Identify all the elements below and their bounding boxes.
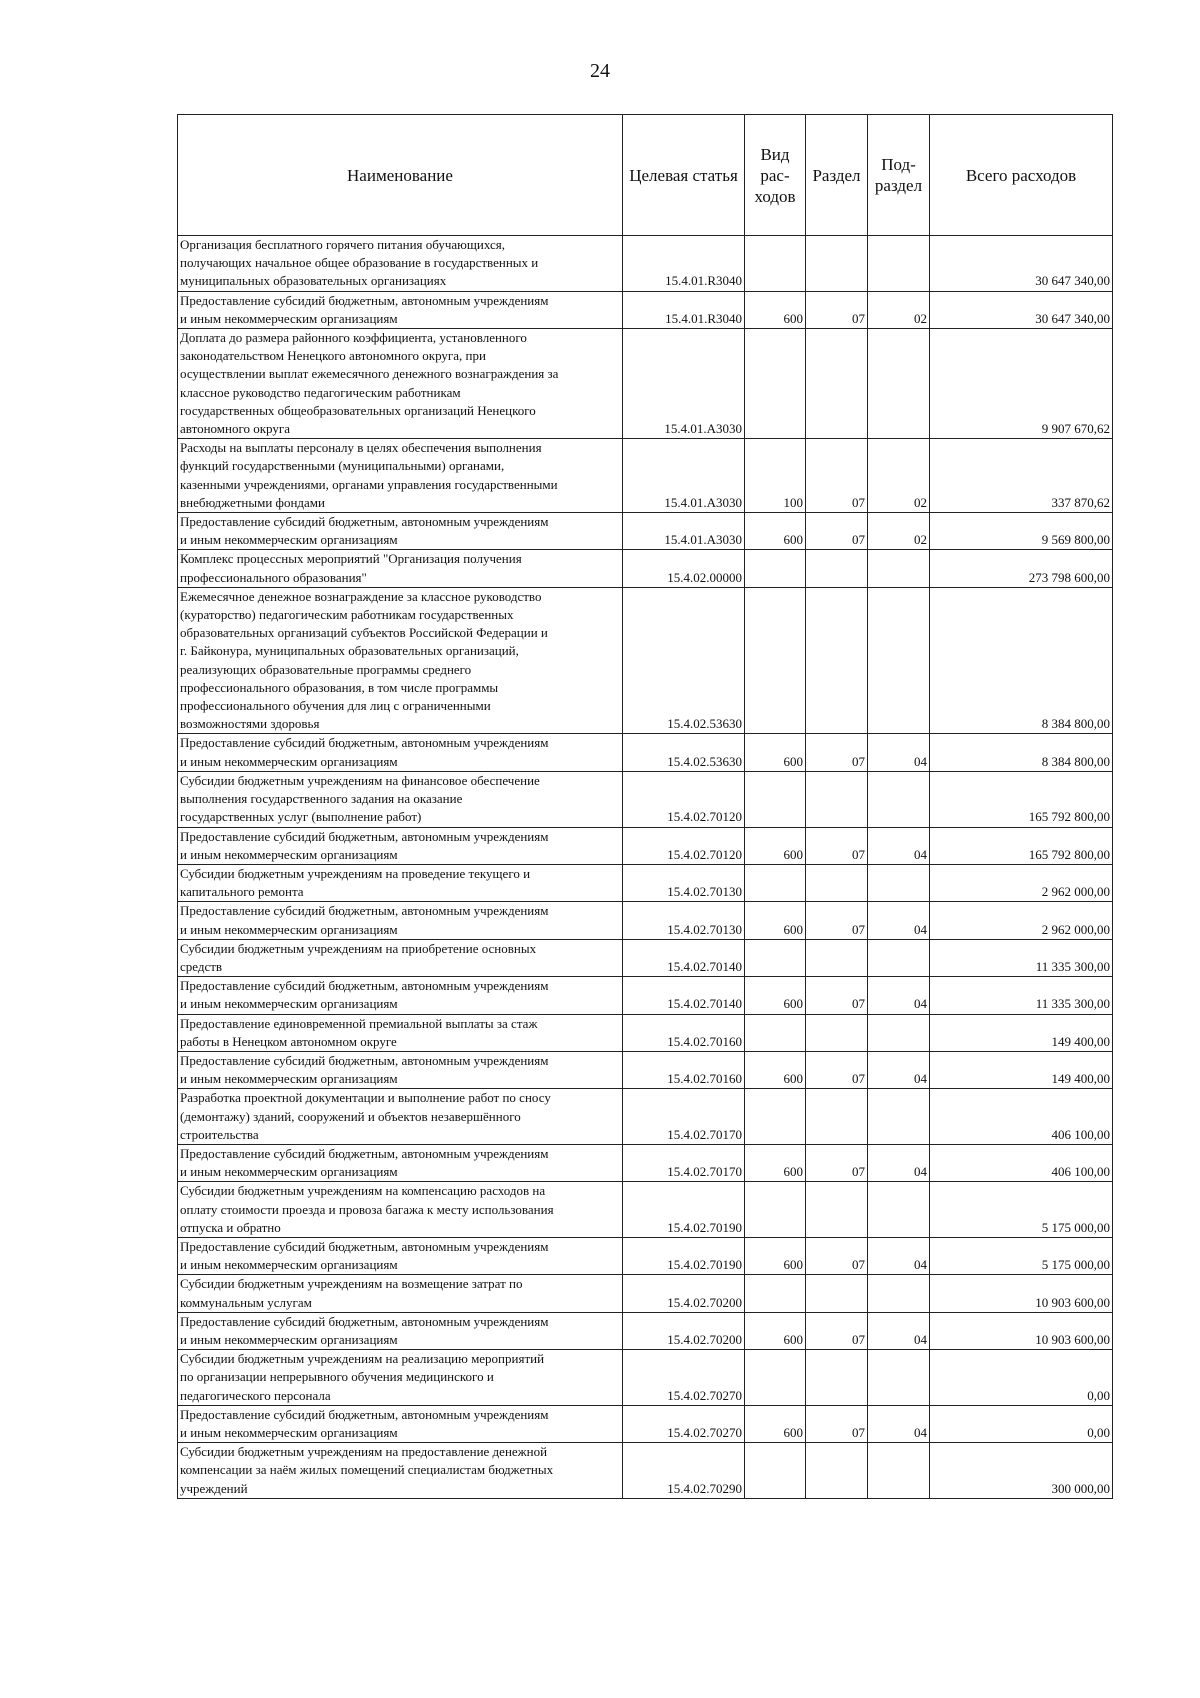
cell-vid <box>745 1350 806 1406</box>
cell-total: 300 000,00 <box>930 1443 1113 1499</box>
cell-name-line: Предоставление субсидий бюджетным, автономным учреждениям <box>180 1406 549 1422</box>
cell-target: 15.4.01.А3030 <box>623 513 745 550</box>
cell-name <box>178 1405 623 1442</box>
cell-target: 15.4.02.70200 <box>623 1312 745 1349</box>
cell-name-line: и иным некоммерческим организациям <box>180 1425 398 1440</box>
table-row <box>178 1312 1113 1349</box>
cell-vid <box>745 1443 806 1499</box>
cell-name-line: Предоставление субсидий бюджетным, автономным учреждениям <box>180 735 549 751</box>
cell-name-line: г. Байконура, муниципальных образовательных организаций, <box>180 643 519 659</box>
cell-name <box>178 1182 623 1238</box>
table-row <box>178 1014 1113 1051</box>
header-podrazdel-line: Под- <box>881 155 916 174</box>
table-header-row <box>178 115 1113 236</box>
cell-total: 2 962 000,00 <box>930 864 1113 901</box>
cell-vid: 600 <box>745 977 806 1014</box>
cell-name <box>178 439 623 513</box>
cell-name-line: Субсидии бюджетным учреждениям на предоставление денежной <box>180 1444 548 1460</box>
cell-name-line: и иным некоммерческим организациям <box>180 753 398 769</box>
cell-name-line: Субсидии бюджетным учреждениям на проведение текущего и <box>180 865 531 881</box>
table-row <box>178 1144 1113 1181</box>
cell-podrazdel: 04 <box>868 827 930 864</box>
cell-razdel: 07 <box>806 1405 868 1442</box>
cell-name-line: Разработка проектной документации и выполнение работ по сносу <box>180 1090 551 1106</box>
cell-name-line: Предоставление субсидий бюджетным, автономным учреждениям <box>180 292 549 308</box>
cell-name-line: профессионального обучения для лиц с ограниченными <box>180 698 491 714</box>
cell-podrazdel: 04 <box>868 734 930 771</box>
cell-target: 15.4.02.53630 <box>623 734 745 771</box>
cell-name-line: отпуска и обратно <box>180 1219 281 1235</box>
cell-name-line: и иным некоммерческим организациям <box>180 846 398 862</box>
cell-total: 273 798 600,00 <box>930 550 1113 587</box>
cell-podrazdel: 04 <box>868 1144 930 1181</box>
cell-target: 15.4.01.R3040 <box>623 291 745 328</box>
cell-podrazdel <box>868 864 930 901</box>
header-razdel: Раздел <box>806 115 868 236</box>
cell-razdel <box>806 939 868 976</box>
header-vid <box>745 115 806 236</box>
table-row <box>178 1051 1113 1088</box>
header-vid-line: Вид <box>760 144 790 164</box>
cell-total: 11 335 300,00 <box>930 939 1113 976</box>
cell-razdel <box>806 1350 868 1406</box>
table-row <box>178 1237 1113 1274</box>
cell-total: 406 100,00 <box>930 1089 1113 1145</box>
cell-name <box>178 1089 623 1145</box>
cell-name-line: строительства <box>180 1126 259 1142</box>
cell-name-line: классное руководство педагогическим работникам <box>180 384 461 400</box>
cell-name-line: Предоставление субсидий бюджетным, автономным учреждениям <box>180 514 549 530</box>
cell-name-line: выполнения государственного задания на оказание <box>180 791 463 807</box>
cell-vid <box>745 236 806 292</box>
cell-vid <box>745 771 806 827</box>
cell-name-line: (кураторство) педагогическим работникам государственных <box>180 607 514 623</box>
cell-razdel <box>806 1014 868 1051</box>
cell-name <box>178 1275 623 1312</box>
table-row <box>178 550 1113 587</box>
cell-name-line: по организации непрерывного обучения медицинского и <box>180 1369 494 1385</box>
cell-vid <box>745 550 806 587</box>
cell-vid: 100 <box>745 439 806 513</box>
cell-vid: 600 <box>745 513 806 550</box>
cell-target: 15.4.02.00000 <box>623 550 745 587</box>
cell-total: 337 870,62 <box>930 439 1113 513</box>
cell-name-line: Предоставление единовременной премиальной выплаты за стаж <box>180 1015 538 1031</box>
cell-target: 15.4.02.70140 <box>623 939 745 976</box>
cell-name <box>178 291 623 328</box>
cell-target: 15.4.02.70190 <box>623 1182 745 1238</box>
header-target: Целевая статья <box>623 115 745 236</box>
cell-name-line: Предоставление субсидий бюджетным, автономным учреждениям <box>180 903 549 919</box>
cell-total: 10 903 600,00 <box>930 1312 1113 1349</box>
cell-name-line: Доплата до размера районного коэффициента, установленного <box>180 330 527 346</box>
cell-podrazdel: 02 <box>868 291 930 328</box>
cell-podrazdel <box>868 1443 930 1499</box>
cell-name <box>178 977 623 1014</box>
cell-target: 15.4.02.53630 <box>623 587 745 734</box>
cell-name-line: получающих начальное общее образование в государственных и <box>180 255 539 271</box>
cell-razdel <box>806 329 868 439</box>
cell-target: 15.4.02.70170 <box>623 1089 745 1145</box>
cell-name-line: компенсации за наём жилых помещений специалистам бюджетных <box>180 1462 554 1478</box>
cell-target: 15.4.02.70160 <box>623 1014 745 1051</box>
header-podrazdel-line: раздел <box>874 176 923 195</box>
budget-table <box>177 114 1113 1499</box>
cell-name <box>178 902 623 939</box>
cell-total: 8 384 800,00 <box>930 587 1113 734</box>
cell-total: 9 907 670,62 <box>930 329 1113 439</box>
cell-name-line: автономного округа <box>180 421 290 437</box>
cell-name-line: функций государственными (муниципальными) органами, <box>180 458 505 474</box>
cell-podrazdel: 04 <box>868 902 930 939</box>
table-row <box>178 1405 1113 1442</box>
cell-name-line: и иным некоммерческим организациям <box>180 310 398 326</box>
cell-name-line: муниципальных образовательных организациях <box>180 273 447 289</box>
cell-name-line: коммунальным услугам <box>180 1294 312 1310</box>
cell-name <box>178 1051 623 1088</box>
header-name: Наименование <box>178 115 623 236</box>
table-row <box>178 734 1113 771</box>
cell-target: 15.4.02.70290 <box>623 1443 745 1499</box>
cell-name-line: государственных общеобразовательных организаций Ненецкого <box>180 402 536 418</box>
cell-total: 406 100,00 <box>930 1144 1113 1181</box>
cell-target: 15.4.02.70130 <box>623 864 745 901</box>
cell-name-line: Расходы на выплаты персоналу в целях обеспечения выполнения <box>180 440 542 456</box>
table-row <box>178 1089 1113 1145</box>
cell-razdel <box>806 1182 868 1238</box>
cell-name-line: и иным некоммерческим организациям <box>180 1331 398 1347</box>
cell-vid <box>745 329 806 439</box>
cell-name-line: Предоставление субсидий бюджетным, автономным учреждениям <box>180 1052 549 1068</box>
cell-razdel: 07 <box>806 1237 868 1274</box>
cell-name-line: внебюджетными фондами <box>180 494 325 510</box>
cell-name-line: Организация бесплатного горячего питания обучающихся, <box>180 237 505 252</box>
table-row <box>178 977 1113 1014</box>
cell-name-line: законодательством Ненецкого автономного округа, при <box>180 348 486 364</box>
table-row <box>178 439 1113 513</box>
cell-vid <box>745 1182 806 1238</box>
cell-name <box>178 587 623 734</box>
cell-total: 8 384 800,00 <box>930 734 1113 771</box>
cell-podrazdel: 02 <box>868 513 930 550</box>
table-row <box>178 236 1113 292</box>
cell-vid: 600 <box>745 291 806 328</box>
cell-name <box>178 550 623 587</box>
cell-podrazdel: 04 <box>868 1312 930 1349</box>
cell-razdel: 07 <box>806 291 868 328</box>
table-row <box>178 329 1113 439</box>
cell-razdel: 07 <box>806 513 868 550</box>
cell-podrazdel: 04 <box>868 977 930 1014</box>
cell-vid: 600 <box>745 1237 806 1274</box>
cell-name-line: Предоставление субсидий бюджетным, автономным учреждениям <box>180 1313 549 1329</box>
cell-target: 15.4.02.70170 <box>623 1144 745 1181</box>
cell-name-line: казенными учреждениями, органами управления государственными <box>180 476 558 492</box>
cell-podrazdel <box>868 939 930 976</box>
cell-name-line: Предоставление субсидий бюджетным, автономным учреждениям <box>180 828 549 844</box>
cell-target: 15.4.02.70120 <box>623 771 745 827</box>
cell-razdel: 07 <box>806 1051 868 1088</box>
cell-name-line: Субсидии бюджетным учреждениям на компенсацию расходов на <box>180 1183 546 1199</box>
cell-podrazdel: 04 <box>868 1405 930 1442</box>
cell-target: 15.4.02.70190 <box>623 1237 745 1274</box>
cell-name-line: государственных услуг (выполнение работ) <box>180 809 422 825</box>
table-row <box>178 939 1113 976</box>
table-row <box>178 1182 1113 1238</box>
cell-name-line: капитального ремонта <box>180 884 304 900</box>
cell-podrazdel <box>868 1089 930 1145</box>
cell-podrazdel <box>868 1014 930 1051</box>
cell-total: 10 903 600,00 <box>930 1275 1113 1312</box>
cell-total: 5 175 000,00 <box>930 1237 1113 1274</box>
cell-name-line: работы в Ненецком автономном округе <box>180 1033 397 1049</box>
cell-name <box>178 236 623 292</box>
cell-vid: 600 <box>745 734 806 771</box>
table-row <box>178 1275 1113 1312</box>
cell-podrazdel: 04 <box>868 1051 930 1088</box>
cell-total: 0,00 <box>930 1350 1113 1406</box>
header-total: Всего расходов <box>930 115 1113 236</box>
cell-razdel <box>806 1089 868 1145</box>
cell-podrazdel <box>868 1275 930 1312</box>
cell-name <box>178 1443 623 1499</box>
cell-razdel <box>806 864 868 901</box>
cell-name-line: (демонтажу) зданий, сооружений и объектов незавершённого <box>180 1108 521 1124</box>
cell-name-line: и иным некоммерческим организациям <box>180 1257 398 1273</box>
cell-name <box>178 939 623 976</box>
cell-razdel <box>806 587 868 734</box>
cell-podrazdel <box>868 550 930 587</box>
cell-name <box>178 734 623 771</box>
cell-name-line: и иным некоммерческим организациям <box>180 996 398 1012</box>
cell-name <box>178 1350 623 1406</box>
cell-total: 149 400,00 <box>930 1014 1113 1051</box>
cell-vid <box>745 587 806 734</box>
cell-vid <box>745 939 806 976</box>
cell-razdel: 07 <box>806 734 868 771</box>
cell-podrazdel <box>868 1350 930 1406</box>
cell-razdel <box>806 1275 868 1312</box>
cell-target: 15.4.01.R3040 <box>623 236 745 292</box>
table-row <box>178 827 1113 864</box>
cell-name-line: Предоставление субсидий бюджетным, автономным учреждениям <box>180 1238 549 1254</box>
cell-total: 11 335 300,00 <box>930 977 1113 1014</box>
cell-name-line: реализующих образовательные программы среднего <box>180 661 472 677</box>
cell-name-line: педагогического персонала <box>180 1387 331 1403</box>
cell-name <box>178 771 623 827</box>
cell-name-line: средств <box>180 958 223 974</box>
cell-name-line: учреждений <box>180 1480 248 1496</box>
cell-name-line: оплату стоимости проезда и провоза багажа к месту использования <box>180 1201 554 1217</box>
cell-vid <box>745 1275 806 1312</box>
cell-podrazdel <box>868 1182 930 1238</box>
cell-name-line: и иным некоммерческим организациям <box>180 1164 398 1180</box>
cell-target: 15.4.02.70120 <box>623 827 745 864</box>
header-vid-line: ходов <box>754 186 796 206</box>
cell-vid <box>745 864 806 901</box>
cell-name-line: и иным некоммерческим организациям <box>180 1071 398 1087</box>
cell-vid: 600 <box>745 1312 806 1349</box>
cell-total: 30 647 340,00 <box>930 236 1113 292</box>
table-row <box>178 1443 1113 1499</box>
cell-target: 15.4.02.70140 <box>623 977 745 1014</box>
cell-podrazdel: 04 <box>868 1237 930 1274</box>
cell-razdel: 07 <box>806 1144 868 1181</box>
table-row <box>178 587 1113 734</box>
cell-vid: 600 <box>745 1051 806 1088</box>
cell-name-line: образовательных организаций субъектов Российской Федерации и <box>180 625 548 641</box>
cell-name-line: Комплекс процессных мероприятий "Организация получения <box>180 551 522 567</box>
cell-total: 2 962 000,00 <box>930 902 1113 939</box>
cell-target: 15.4.01.А3030 <box>623 329 745 439</box>
cell-total: 5 175 000,00 <box>930 1182 1113 1238</box>
cell-razdel <box>806 550 868 587</box>
table-row <box>178 513 1113 550</box>
cell-name <box>178 1144 623 1181</box>
cell-razdel <box>806 236 868 292</box>
table-body <box>178 236 1113 1499</box>
cell-razdel <box>806 1443 868 1499</box>
cell-razdel: 07 <box>806 1312 868 1349</box>
cell-total: 0,00 <box>930 1405 1113 1442</box>
cell-name-line: осуществлении выплат ежемесячного денежного вознаграждения за <box>180 366 559 382</box>
cell-name-line: и иным некоммерческим организациям <box>180 921 398 937</box>
cell-vid <box>745 1089 806 1145</box>
cell-vid: 600 <box>745 902 806 939</box>
cell-name-line: возможностями здоровья <box>180 716 320 732</box>
header-vid-line: рас- <box>760 165 790 185</box>
cell-name <box>178 864 623 901</box>
cell-name <box>178 1014 623 1051</box>
cell-name <box>178 1312 623 1349</box>
cell-name-line: профессионального образования, в том числе программы <box>180 679 499 695</box>
cell-vid: 600 <box>745 1144 806 1181</box>
cell-podrazdel: 02 <box>868 439 930 513</box>
cell-razdel: 07 <box>806 902 868 939</box>
cell-name <box>178 1237 623 1274</box>
cell-name-line: Субсидии бюджетным учреждениям на возмещение затрат по <box>180 1276 523 1292</box>
cell-target: 15.4.01.А3030 <box>623 439 745 513</box>
cell-vid <box>745 1014 806 1051</box>
cell-name-line: Субсидии бюджетным учреждениям на реализацию мероприятий <box>180 1351 545 1367</box>
cell-name-line: Ежемесячное денежное вознаграждение за классное руководство <box>180 588 542 604</box>
cell-total: 30 647 340,00 <box>930 291 1113 328</box>
page-number: 24 <box>590 60 610 82</box>
cell-podrazdel <box>868 236 930 292</box>
cell-podrazdel <box>868 329 930 439</box>
cell-total: 149 400,00 <box>930 1051 1113 1088</box>
table-row <box>178 771 1113 827</box>
cell-name-line: и иным некоммерческим организациям <box>180 532 398 548</box>
cell-vid: 600 <box>745 827 806 864</box>
cell-name-line: профессионального образования" <box>180 569 367 585</box>
table-row <box>178 902 1113 939</box>
cell-razdel: 07 <box>806 827 868 864</box>
cell-target: 15.4.02.70270 <box>623 1405 745 1442</box>
cell-total: 165 792 800,00 <box>930 827 1113 864</box>
cell-name-line: Субсидии бюджетным учреждениям на приобретение основных <box>180 940 537 956</box>
cell-name <box>178 827 623 864</box>
cell-razdel: 07 <box>806 977 868 1014</box>
table-row <box>178 864 1113 901</box>
cell-total: 165 792 800,00 <box>930 771 1113 827</box>
header-podrazdel <box>868 115 930 236</box>
cell-name <box>178 329 623 439</box>
cell-name-line: Предоставление субсидий бюджетным, автономным учреждениям <box>180 1145 549 1161</box>
table-row <box>178 291 1113 328</box>
cell-target: 15.4.02.70200 <box>623 1275 745 1312</box>
cell-podrazdel <box>868 771 930 827</box>
cell-target: 15.4.02.70130 <box>623 902 745 939</box>
cell-name <box>178 513 623 550</box>
cell-razdel: 07 <box>806 439 868 513</box>
cell-total: 9 569 800,00 <box>930 513 1113 550</box>
table-row <box>178 1350 1113 1406</box>
cell-target: 15.4.02.70270 <box>623 1350 745 1406</box>
cell-razdel <box>806 771 868 827</box>
cell-vid: 600 <box>745 1405 806 1442</box>
cell-podrazdel <box>868 587 930 734</box>
cell-name-line: Субсидии бюджетным учреждениям на финансовое обеспечение <box>180 772 540 788</box>
cell-target: 15.4.02.70160 <box>623 1051 745 1088</box>
cell-name-line: Предоставление субсидий бюджетным, автономным учреждениям <box>180 978 549 994</box>
